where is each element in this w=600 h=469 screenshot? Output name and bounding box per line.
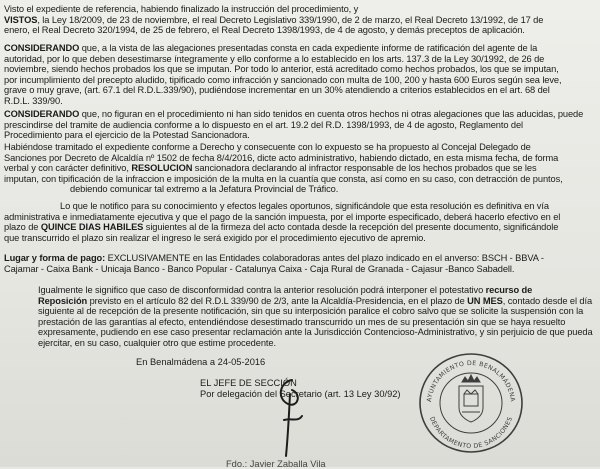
text-line [4, 142, 592, 153]
text-run: Visto el expediente de referencia, habiendo finalizado la instrucción del procedimiento, y [4, 4, 359, 14]
text-run: Habiéndose tramitado el expediente conforme a Derecho y consecuente con lo expuesto se ha propuesto al Concejal Delegado de [4, 142, 531, 152]
text-run: plazo de [4, 222, 41, 233]
bold-text: Lugar y forma de pago: [4, 253, 106, 263]
bold-text: VISTOS [4, 14, 38, 25]
text-line [4, 212, 592, 223]
text-line [4, 4, 592, 15]
text-run: expresamente, pudiendo en ese caso presentar reclamación ante la Jurisdicción Contencioso-Administrativo, y sin perjuicio de que pueda [38, 327, 593, 338]
text-run: Igualmente le significo que caso de disconformidad contra la anterior resolución podrá interponer el potestativo [38, 285, 486, 295]
bold-text: UN MES [467, 295, 503, 306]
bold-text: CONSIDERANDO [4, 43, 80, 53]
text-line [4, 317, 592, 328]
stamp-top-text: AYUNTAMIENTO DE BENALMÁDENA [426, 359, 516, 403]
text-run: siguiente al de recepción de la presente notificación, sin que su interposición paralice el cobro salvo que se solicite la suspensión con la [38, 306, 584, 317]
text-line [4, 174, 592, 185]
coat-of-arms-icon [459, 375, 483, 422]
signature-delegation: Por delegación del Secretario (art. 13 Ley 30/92) [200, 389, 401, 399]
text-line [4, 109, 592, 120]
text-line [4, 296, 592, 307]
text-run: que transcurrido el plazo sin realizar el ingreso le será exigido por el procedimiento ejecutivo de apremio. [4, 232, 426, 243]
paragraph-considerando-alegaciones [4, 43, 592, 107]
paragraph-notificacion [4, 201, 592, 243]
text-run: previsto en el artículo 82 del R.D.L 339/90 de 2/3, ante la Alcaldía-Presidencia, en el plazo de [87, 295, 468, 306]
paragraph-lugar-pago [4, 253, 592, 274]
text-run: Sanciones por Decreto de Alcaldía nº 1502 de fecha 8/4/2016, dicte acto administrativo, habiendo dictado, en esta misma fecha, de forma [4, 152, 559, 163]
text-line [4, 120, 592, 131]
text-run: sancionadora declarando al infractor responsable de los hechos probados que se les [192, 163, 537, 174]
text-run: EXCLUSIVAMENTE en las Entidades colaboradoras antes del plazo indicado en el anverso: BSCH - BBVA - [105, 253, 544, 263]
text-run: debiendo comunicar tal extremo a la Jefatura Provincial de Tráfico. [70, 184, 339, 195]
text-run: verbal y con carácter definitivo, [4, 163, 132, 174]
text-line [4, 222, 592, 233]
official-stamp [416, 350, 526, 456]
bold-text: RESOLUCION [131, 163, 193, 174]
text-run: que, no figuran en el procedimiento ni han sido tenidos en cuenta otros hechos ni otras alegaciones que las aducidas, puede [79, 109, 584, 119]
text-run: grave o muy grave, (art. 67.1 del R.D.L.339/90), pudiéndose incrementar en un 30% atendiendo a criterios establecidos en el art. 68 del [4, 85, 550, 96]
bold-text: Reposición [38, 295, 88, 306]
text-line [4, 253, 592, 264]
text-line [4, 233, 592, 244]
text-run: ejercitar, en su caso, cualquier otro que estime procedente. [38, 337, 276, 348]
text-run: , la Ley 18/2009, de 23 de noviembre, el real Decreto Legislativo 339/1990, de 2 de marzo, el Real Decreto 13/1992, de 17 de [37, 14, 544, 25]
paragraph-resolucion [4, 142, 592, 195]
text-line [4, 64, 592, 75]
text-line [4, 43, 592, 54]
text-run: autoridad, por lo que deben desestimarse íntegramente y ello conforme a lo establecido en los arts. 137.3 de la Ley 30/1992, de 26 de [4, 53, 545, 64]
text-line [4, 25, 592, 36]
text-line [4, 327, 592, 338]
text-line [4, 130, 592, 141]
bold-text: QUINCE DIAS HABILES [40, 222, 144, 233]
text-run: Procedimiento para el ejercicio de la Potestad Sancionadora. [4, 130, 250, 141]
text-run: prestación de las garantías al efecto, entendiéndose desestimado transcurrido un mes de su presentación sin que se haya resuelto [38, 316, 566, 327]
text-line [4, 201, 592, 212]
text-run: Lo que le notifico para su conocimiento y efectos legales oportunos, significándole que esta resolución es definitiva en vía [60, 201, 549, 211]
bold-text: CONSIDERANDO [4, 109, 80, 119]
paragraph-vistos [4, 4, 592, 36]
text-line [4, 85, 592, 96]
text-run: , contado desde el día [502, 295, 593, 306]
place-date: En Benalmádena a 24-05-2016 [136, 357, 266, 367]
text-run: siguientes al de la firmeza del acto contada desde la recepción del presente documento, significándole [143, 222, 559, 233]
text-run: prescindirse del tramite de audiencia conforme a lo dispuesto en el art. 19.2 del R.D. 1398/1993, de 4 de agosto, Reglamento del [4, 119, 524, 130]
text-line [4, 338, 592, 349]
text-line [4, 75, 592, 86]
text-line [4, 184, 592, 195]
text-run: imputan, con tipificación de la infraccion e imposición de la multa en la cuantía que consta, así como en su caso, con detracción de puntos, [4, 173, 563, 184]
text-line [4, 153, 592, 164]
text-run: noviembre, siendo hechos probados los que se imputan. Por todo lo anterior, está acreditado como hechos probados, los que se imputan, [4, 64, 559, 75]
text-line [4, 285, 592, 296]
text-run: Cajamar - Caixa Bank - Unicaja Banco - Banco Popular - Catalunya Caixa - Caja Rural de Granada - Cajasur -Banco Sabadell. [4, 263, 515, 274]
stamp-bottom-text: DEPARTAMENTO DE SANCIONES [427, 415, 515, 451]
text-run: que, a la vista de las alegaciones presentadas consta en cada expediente informe de ratificación del agente de la [79, 43, 538, 53]
text-run: por incumplimiento del precepto aludido, tipificado como infracción y sancionado con multa de 100, 200 y hasta 600 Euros según sea leve, [4, 74, 562, 85]
paragraph-recurso-reposicion [4, 285, 592, 349]
text-line [4, 264, 592, 275]
signature-title: EL JEFE DE SECCIÓN [200, 378, 297, 388]
text-run: administrativa e inmediatamente ejecutiva y que el pago de la sanción impuesta, por el importe especificado, deberá hacerlo efectivo en el [4, 211, 561, 222]
text-line [4, 163, 592, 174]
text-run: R.D.L. 339/90. [4, 95, 63, 106]
handwritten-signature [262, 360, 322, 460]
paragraph-considerando-audiencia [4, 109, 592, 141]
text-line [4, 96, 592, 107]
text-line [4, 306, 592, 317]
text-line [4, 15, 592, 26]
text-run: enero, el Real Decreto 320/1994, de 25 de febrero, el Real Decreto 1398/1993, de 4 de agosto, y demás preceptos de aplicación. [4, 25, 525, 36]
signatory-name: Fdo.: Javier Zaballa Vila [226, 459, 326, 469]
bold-text: recurso de [485, 285, 533, 295]
text-line [4, 54, 592, 65]
